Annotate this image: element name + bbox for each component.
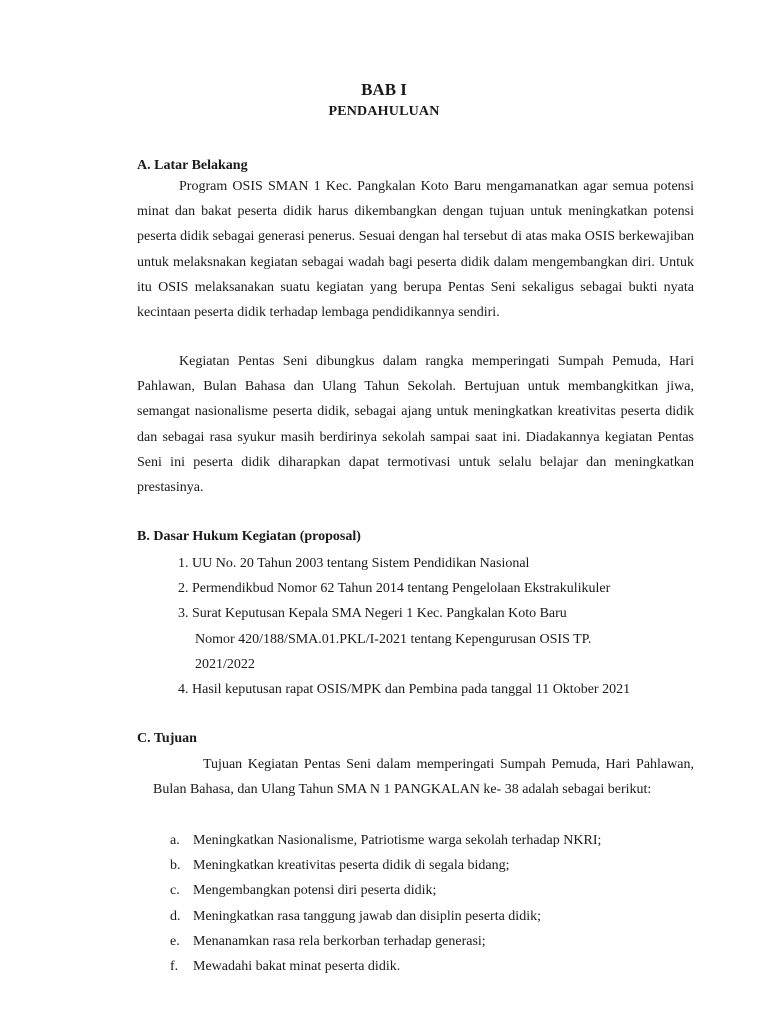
list-item-text: Mengembangkan potensi diri peserta didik;: [193, 883, 437, 899]
list-item: 4. Hasil keputusan rapat OSIS/MPK dan Pembina pada tanggal 11 Oktober 2021: [178, 681, 631, 697]
list-marker: b.: [170, 858, 181, 874]
list-item: [170, 828, 601, 853]
list-marker: d.: [170, 908, 181, 924]
list-item: 1. UU No. 20 Tahun 2003 tentang Sistem Pendidikan Nasional: [178, 556, 530, 571]
list-item-continuation: Nomor 420/188/SMA.01.PKL/I-2021 tentang Kepengurusan OSIS TP.: [195, 631, 592, 647]
list-item-text: Meningkatkan rasa tanggung jawab dan disiplin peserta didik;: [193, 908, 541, 924]
list-marker: e.: [170, 933, 180, 949]
section-a-paragraph-1: [137, 174, 694, 325]
section-a-paragraph-1-text: Program OSIS SMAN 1 Kec. Pangkalan Koto Baru mengamanatkan agar semua potensi minat dan bakat peserta didik harus dikembangkan dengan tujuan untuk meningkatkan potensi peserta didik sebagai generasi penerus. Sesuai dengan hal tersebut di atas maka OSIS berkewajiban untuk melaksnakan kegiatan sebagai wadah bagi peserta didik dalam mengembangkan diri. Untuk itu OSIS melaksanakan suatu kegiatan yang berupa Pentas Seni sekaligus sebagai bukti nyata kecintaan peserta didik terhadap lembaga pendidikannya sendiri.: [137, 179, 694, 321]
section-c-heading: C. Tujuan: [137, 731, 197, 746]
list-item-continuation: 2021/2022: [195, 656, 255, 672]
list-item-text: Menanamkan rasa rela berkorban terhadap generasi;: [193, 933, 486, 949]
list-marker: c.: [170, 883, 180, 899]
section-a-paragraph-2-text: Kegiatan Pentas Seni dibungkus dalam rangka memperingati Sumpah Pemuda, Hari Pahlawan, Bulan Bahasa dan Ulang Tahun Sekolah. Bertujuan untuk membangkitkan jiwa, semangat nasionalisme peserta didik, sebagai ajang untuk meningkatkan kreativitas peserta didik dan sebagai rasa syukur masih berdirinya sekolah sampai saat ini. Diadakannya kegiatan Pentas Seni ini peserta didik diharapkan dapat termotivasi untuk selalu belajar dan meningkatkan prestasinya.: [137, 354, 694, 496]
list-item: [170, 929, 601, 954]
section-c-intro-text: Tujuan Kegiatan Pentas Seni dalam memperingati Sumpah Pemuda, Hari Pahlawan, Bulan Bahasa, dan Ulang Tahun SMA N 1 PANGKALAN ke- 38 adalah sebagai berikut:: [153, 757, 694, 798]
legal-basis-list: [178, 551, 630, 702]
list-marker: a.: [170, 833, 180, 848]
list-item: 2. Permendikbud Nomor 62 Tahun 2014 tentang Pengelolaan Ekstrakulikuler: [178, 581, 611, 597]
section-b-heading: B. Dasar Hukum Kegiatan (proposal): [137, 529, 361, 544]
list-item: [170, 904, 601, 929]
list-item: [170, 853, 601, 878]
list-item-text: Mewadahi bakat minat peserta didik.: [193, 958, 401, 974]
section-a-heading: A. Latar Belakang: [137, 158, 248, 173]
list-item: 3. Surat Keputusan Kepala SMA Negeri 1 Kec. Pangkalan Koto Baru: [178, 606, 567, 622]
chapter-title: BAB I: [361, 80, 407, 99]
list-item-text: Meningkatkan kreativitas peserta didik di segala bidang;: [193, 858, 510, 874]
list-marker: f.: [170, 958, 179, 974]
chapter-subtitle: PENDAHULUAN: [328, 104, 440, 119]
section-a-paragraph-2: [137, 349, 694, 500]
list-item: [170, 954, 601, 979]
list-item-text: Meningkatkan Nasionalisme, Patriotisme warga sekolah terhadap NKRI;: [193, 833, 602, 848]
objectives-list: [170, 828, 601, 979]
section-c-intro: [153, 752, 694, 802]
list-item: [170, 878, 601, 903]
